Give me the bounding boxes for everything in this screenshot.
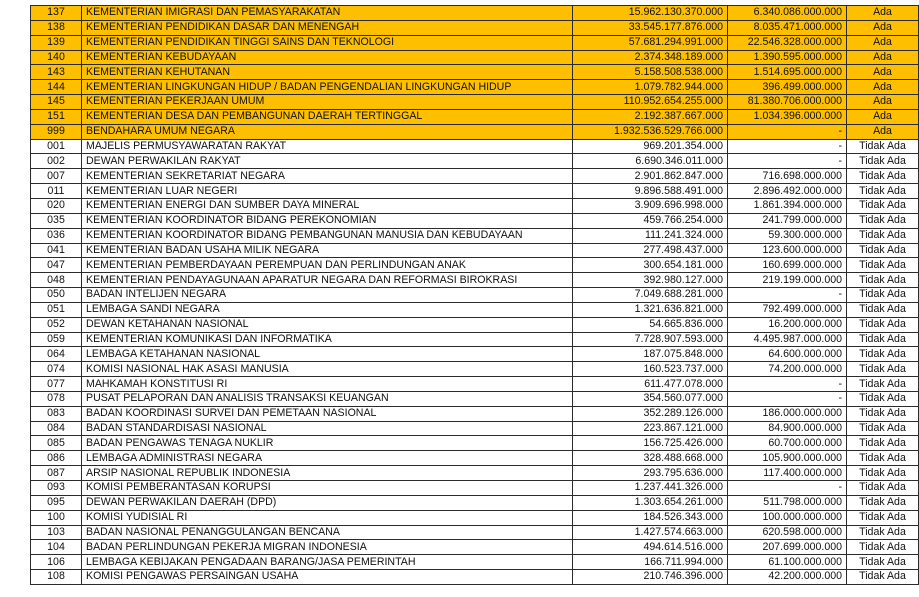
budget-value-cell: 1.321.636.821.000 — [573, 302, 728, 317]
status-cell: Tidak Ada — [847, 377, 919, 392]
unit-name-cell: KEMENTERIAN LUAR NEGERI — [82, 184, 573, 199]
allocation-value-cell: 22.546.328.000.000 — [728, 35, 847, 50]
status-cell: Tidak Ada — [847, 481, 919, 496]
allocation-value-cell: - — [728, 124, 847, 139]
unit-name-cell: KEMENTERIAN DESA DAN PEMBANGUNAN DAERAH TERTINGGAL — [82, 109, 573, 124]
status-cell: Tidak Ada — [847, 198, 919, 213]
table-row — [31, 362, 919, 377]
table-row — [31, 570, 919, 585]
status-cell: Tidak Ada — [847, 540, 919, 555]
unit-code-cell: 085 — [31, 436, 82, 451]
table-row — [31, 198, 919, 213]
unit-name-cell: KOMISI PENGAWAS PERSAINGAN USAHA — [82, 570, 573, 585]
unit-code-cell: 093 — [31, 481, 82, 496]
unit-code-cell: 139 — [31, 35, 82, 50]
unit-name-cell: KEMENTERIAN ENERGI DAN SUMBER DAYA MINERAL — [82, 198, 573, 213]
table-row — [31, 525, 919, 540]
unit-name-cell: ARSIP NASIONAL REPUBLIK INDONESIA — [82, 466, 573, 481]
budget-value-cell: 354.560.077.000 — [573, 391, 728, 406]
budget-value-cell: 392.980.127.000 — [573, 273, 728, 288]
budget-value-cell: 2.901.862.847.000 — [573, 169, 728, 184]
unit-name-cell: KEMENTERIAN KEBUDAYAAN — [82, 50, 573, 65]
budget-value-cell: 166.711.994.000 — [573, 555, 728, 570]
table-row — [31, 273, 919, 288]
unit-name-cell: KEMENTERIAN PEMBERDAYAAN PEREMPUAN DAN PERLINDUNGAN ANAK — [82, 258, 573, 273]
status-cell: Tidak Ada — [847, 317, 919, 332]
unit-code-cell: 078 — [31, 391, 82, 406]
unit-name-cell: PUSAT PELAPORAN DAN ANALISIS TRANSAKSI KEUANGAN — [82, 391, 573, 406]
status-cell: Tidak Ada — [847, 555, 919, 570]
unit-name-cell: KEMENTERIAN PENDIDIKAN DASAR DAN MENENGAH — [82, 20, 573, 35]
unit-name-cell: BADAN PENGAWAS TENAGA NUKLIR — [82, 436, 573, 451]
budget-value-cell: 111.241.324.000 — [573, 228, 728, 243]
allocation-value-cell: - — [728, 391, 847, 406]
unit-code-cell: 104 — [31, 540, 82, 555]
status-cell: Tidak Ada — [847, 421, 919, 436]
unit-code-cell: 083 — [31, 406, 82, 421]
unit-code-cell: 100 — [31, 510, 82, 525]
table-row — [31, 317, 919, 332]
unit-code-cell: 151 — [31, 109, 82, 124]
status-cell: Ada — [847, 6, 919, 21]
allocation-value-cell: 511.798.000.000 — [728, 495, 847, 510]
budget-value-cell: 6.690.346.011.000 — [573, 154, 728, 169]
unit-code-cell: 036 — [31, 228, 82, 243]
allocation-value-cell: 117.400.000.000 — [728, 466, 847, 481]
unit-code-cell: 059 — [31, 332, 82, 347]
table-row — [31, 6, 919, 21]
unit-code-cell: 106 — [31, 555, 82, 570]
unit-name-cell: BADAN INTELIJEN NEGARA — [82, 288, 573, 303]
unit-code-cell: 035 — [31, 213, 82, 228]
unit-name-cell: BADAN STANDARDISASI NASIONAL — [82, 421, 573, 436]
status-cell: Tidak Ada — [847, 525, 919, 540]
table-row — [31, 481, 919, 496]
table-row — [31, 169, 919, 184]
table-row — [31, 80, 919, 95]
budget-value-cell: 7.049.688.281.000 — [573, 288, 728, 303]
budget-value-cell: 7.728.907.593.000 — [573, 332, 728, 347]
unit-code-cell: 048 — [31, 273, 82, 288]
unit-code-cell: 087 — [31, 466, 82, 481]
budget-value-cell: 3.909.696.998.000 — [573, 198, 728, 213]
table-row — [31, 540, 919, 555]
unit-name-cell: BENDAHARA UMUM NEGARA — [82, 124, 573, 139]
allocation-value-cell: - — [728, 377, 847, 392]
allocation-value-cell: 1.514.695.000.000 — [728, 65, 847, 80]
allocation-value-cell: 61.100.000.000 — [728, 555, 847, 570]
allocation-value-cell: 1.390.595.000.000 — [728, 50, 847, 65]
budget-table — [30, 5, 919, 585]
unit-name-cell: KOMISI PEMBERANTASAN KORUPSI — [82, 481, 573, 496]
status-cell: Tidak Ada — [847, 139, 919, 154]
budget-value-cell: 1.079.782.944.000 — [573, 80, 728, 95]
status-cell: Ada — [847, 95, 919, 110]
table-row — [31, 421, 919, 436]
table-row — [31, 35, 919, 50]
unit-name-cell: KEMENTERIAN IMIGRASI DAN PEMASYARAKATAN — [82, 6, 573, 21]
budget-value-cell: 57.681.294.991.000 — [573, 35, 728, 50]
allocation-value-cell: 219.199.000.000 — [728, 273, 847, 288]
status-cell: Ada — [847, 50, 919, 65]
budget-value-cell: 277.498.437.000 — [573, 243, 728, 258]
unit-name-cell: LEMBAGA ADMINISTRASI NEGARA — [82, 451, 573, 466]
unit-name-cell: MAHKAMAH KONSTITUSI RI — [82, 377, 573, 392]
unit-name-cell: MAJELIS PERMUSYAWARATAN RAKYAT — [82, 139, 573, 154]
unit-code-cell: 084 — [31, 421, 82, 436]
budget-value-cell: 611.477.078.000 — [573, 377, 728, 392]
allocation-value-cell: 4.495.987.000.000 — [728, 332, 847, 347]
status-cell: Tidak Ada — [847, 258, 919, 273]
status-cell: Tidak Ada — [847, 184, 919, 199]
unit-code-cell: 020 — [31, 198, 82, 213]
unit-code-cell: 140 — [31, 50, 82, 65]
budget-value-cell: 1.932.536.529.766.000 — [573, 124, 728, 139]
allocation-value-cell: 8.035.471.000.000 — [728, 20, 847, 35]
table-row — [31, 20, 919, 35]
unit-name-cell: KOMISI YUDISIAL RI — [82, 510, 573, 525]
table-row — [31, 495, 919, 510]
status-cell: Ada — [847, 65, 919, 80]
unit-name-cell: LEMBAGA SANDI NEGARA — [82, 302, 573, 317]
budget-value-cell: 5.158.508.538.000 — [573, 65, 728, 80]
allocation-value-cell: 186.000.000.000 — [728, 406, 847, 421]
unit-name-cell: KEMENTERIAN KOORDINATOR BIDANG PEREKONOMIAN — [82, 213, 573, 228]
table-row — [31, 555, 919, 570]
unit-code-cell: 077 — [31, 377, 82, 392]
budget-value-cell: 110.952.654.255.000 — [573, 95, 728, 110]
allocation-value-cell: 60.700.000.000 — [728, 436, 847, 451]
table-row — [31, 95, 919, 110]
status-cell: Tidak Ada — [847, 391, 919, 406]
unit-name-cell: DEWAN PERWAKILAN DAERAH (DPD) — [82, 495, 573, 510]
allocation-value-cell: 620.598.000.000 — [728, 525, 847, 540]
table-row — [31, 347, 919, 362]
unit-name-cell: DEWAN PERWAKILAN RAKYAT — [82, 154, 573, 169]
table-row — [31, 258, 919, 273]
unit-name-cell: KEMENTERIAN PENDIDIKAN TINGGI SAINS DAN TEKNOLOGI — [82, 35, 573, 50]
status-cell: Ada — [847, 124, 919, 139]
table-row — [31, 377, 919, 392]
unit-name-cell: BADAN KOORDINASI SURVEI DAN PEMETAAN NASIONAL — [82, 406, 573, 421]
budget-value-cell: 1.237.441.326.000 — [573, 481, 728, 496]
unit-code-cell: 064 — [31, 347, 82, 362]
unit-name-cell: KEMENTERIAN KOMUNIKASI DAN INFORMATIKA — [82, 332, 573, 347]
status-cell: Tidak Ada — [847, 228, 919, 243]
status-cell: Tidak Ada — [847, 362, 919, 377]
budget-value-cell: 156.725.426.000 — [573, 436, 728, 451]
budget-value-cell: 187.075.848.000 — [573, 347, 728, 362]
budget-value-cell: 300.654.181.000 — [573, 258, 728, 273]
allocation-value-cell: 716.698.000.000 — [728, 169, 847, 184]
unit-name-cell: KEMENTERIAN PENDAYAGUNAAN APARATUR NEGARA DAN REFORMASI BIROKRASI — [82, 273, 573, 288]
allocation-value-cell: 64.600.000.000 — [728, 347, 847, 362]
allocation-value-cell: 16.200.000.000 — [728, 317, 847, 332]
status-cell: Tidak Ada — [847, 302, 919, 317]
table-row — [31, 332, 919, 347]
unit-code-cell: 052 — [31, 317, 82, 332]
status-cell: Tidak Ada — [847, 570, 919, 585]
table-row — [31, 184, 919, 199]
status-cell: Tidak Ada — [847, 243, 919, 258]
unit-code-cell: 145 — [31, 95, 82, 110]
budget-value-cell: 160.523.737.000 — [573, 362, 728, 377]
allocation-value-cell: 81.380.706.000.000 — [728, 95, 847, 110]
budget-value-cell: 184.526.343.000 — [573, 510, 728, 525]
table-row — [31, 510, 919, 525]
unit-name-cell: KEMENTERIAN LINGKUNGAN HIDUP / BADAN PENGENDALIAN LINGKUNGAN HIDUP — [82, 80, 573, 95]
unit-name-cell: KOMISI NASIONAL HAK ASASI MANUSIA — [82, 362, 573, 377]
unit-name-cell: KEMENTERIAN BADAN USAHA MILIK NEGARA — [82, 243, 573, 258]
unit-code-cell: 074 — [31, 362, 82, 377]
unit-name-cell: BADAN NASIONAL PENANGGULANGAN BENCANA — [82, 525, 573, 540]
unit-name-cell: DEWAN KETAHANAN NASIONAL — [82, 317, 573, 332]
allocation-value-cell: - — [728, 481, 847, 496]
table-row — [31, 109, 919, 124]
status-cell: Ada — [847, 35, 919, 50]
table-row — [31, 466, 919, 481]
budget-value-cell: 1.427.574.663.000 — [573, 525, 728, 540]
allocation-value-cell: 1.861.394.000.000 — [728, 198, 847, 213]
allocation-value-cell: 105.900.000.000 — [728, 451, 847, 466]
allocation-value-cell: 100.000.000.000 — [728, 510, 847, 525]
allocation-value-cell: 59.300.000.000 — [728, 228, 847, 243]
unit-code-cell: 001 — [31, 139, 82, 154]
unit-code-cell: 002 — [31, 154, 82, 169]
allocation-value-cell: 396.499.000.000 — [728, 80, 847, 95]
status-cell: Tidak Ada — [847, 406, 919, 421]
allocation-value-cell: 42.200.000.000 — [728, 570, 847, 585]
unit-code-cell: 143 — [31, 65, 82, 80]
unit-code-cell: 007 — [31, 169, 82, 184]
allocation-value-cell: 792.499.000.000 — [728, 302, 847, 317]
budget-value-cell: 54.665.836.000 — [573, 317, 728, 332]
table-row — [31, 436, 919, 451]
status-cell: Ada — [847, 20, 919, 35]
table-body — [31, 6, 919, 585]
table-row — [31, 243, 919, 258]
unit-code-cell: 051 — [31, 302, 82, 317]
allocation-value-cell: 241.799.000.000 — [728, 213, 847, 228]
budget-value-cell: 2.192.387.667.000 — [573, 109, 728, 124]
allocation-value-cell: 74.200.000.000 — [728, 362, 847, 377]
status-cell: Tidak Ada — [847, 347, 919, 362]
unit-code-cell: 086 — [31, 451, 82, 466]
unit-name-cell: LEMBAGA KETAHANAN NASIONAL — [82, 347, 573, 362]
unit-code-cell: 103 — [31, 525, 82, 540]
budget-value-cell: 352.289.126.000 — [573, 406, 728, 421]
status-cell: Tidak Ada — [847, 495, 919, 510]
status-cell: Tidak Ada — [847, 451, 919, 466]
budget-value-cell: 2.374.348.189.000 — [573, 50, 728, 65]
unit-name-cell: KEMENTERIAN PEKERJAAN UMUM — [82, 95, 573, 110]
unit-code-cell: 108 — [31, 570, 82, 585]
status-cell: Tidak Ada — [847, 213, 919, 228]
allocation-value-cell: 6.340.086.000.000 — [728, 6, 847, 21]
unit-code-cell: 144 — [31, 80, 82, 95]
table-row — [31, 139, 919, 154]
status-cell: Ada — [847, 109, 919, 124]
table-row — [31, 451, 919, 466]
budget-value-cell: 210.746.396.000 — [573, 570, 728, 585]
table-row — [31, 213, 919, 228]
unit-name-cell: LEMBAGA KEBIJAKAN PENGADAAN BARANG/JASA PEMERINTAH — [82, 555, 573, 570]
status-cell: Ada — [847, 80, 919, 95]
budget-value-cell: 494.614.516.000 — [573, 540, 728, 555]
table-row — [31, 288, 919, 303]
budget-value-cell: 33.545.177.876.000 — [573, 20, 728, 35]
unit-name-cell: BADAN PERLINDUNGAN PEKERJA MIGRAN INDONESIA — [82, 540, 573, 555]
table-row — [31, 302, 919, 317]
status-cell: Tidak Ada — [847, 169, 919, 184]
status-cell: Tidak Ada — [847, 332, 919, 347]
status-cell: Tidak Ada — [847, 466, 919, 481]
allocation-value-cell: 160.699.000.000 — [728, 258, 847, 273]
budget-value-cell: 293.795.636.000 — [573, 466, 728, 481]
unit-code-cell: 095 — [31, 495, 82, 510]
table-row — [31, 391, 919, 406]
budget-value-cell: 969.201.354.000 — [573, 139, 728, 154]
unit-name-cell: KEMENTERIAN SEKRETARIAT NEGARA — [82, 169, 573, 184]
allocation-value-cell: 2.896.492.000.000 — [728, 184, 847, 199]
table-row — [31, 124, 919, 139]
table-row — [31, 65, 919, 80]
budget-value-cell: 9.896.588.491.000 — [573, 184, 728, 199]
table-row — [31, 406, 919, 421]
status-cell: Tidak Ada — [847, 510, 919, 525]
status-cell: Tidak Ada — [847, 288, 919, 303]
allocation-value-cell: - — [728, 139, 847, 154]
allocation-value-cell: 1.034.396.000.000 — [728, 109, 847, 124]
unit-code-cell: 041 — [31, 243, 82, 258]
table-row — [31, 228, 919, 243]
budget-value-cell: 459.766.254.000 — [573, 213, 728, 228]
status-cell: Tidak Ada — [847, 154, 919, 169]
unit-code-cell: 137 — [31, 6, 82, 21]
unit-code-cell: 999 — [31, 124, 82, 139]
budget-value-cell: 328.488.668.000 — [573, 451, 728, 466]
allocation-value-cell: - — [728, 154, 847, 169]
allocation-value-cell: 207.699.000.000 — [728, 540, 847, 555]
unit-code-cell: 011 — [31, 184, 82, 199]
allocation-value-cell: 84.900.000.000 — [728, 421, 847, 436]
unit-code-cell: 047 — [31, 258, 82, 273]
budget-value-cell: 223.867.121.000 — [573, 421, 728, 436]
allocation-value-cell: - — [728, 288, 847, 303]
budget-value-cell: 1.303.654.261.000 — [573, 495, 728, 510]
table-row — [31, 50, 919, 65]
table-row — [31, 154, 919, 169]
status-cell: Tidak Ada — [847, 436, 919, 451]
budget-value-cell: 15.962.130.370.000 — [573, 6, 728, 21]
unit-name-cell: KEMENTERIAN KEHUTANAN — [82, 65, 573, 80]
unit-code-cell: 050 — [31, 288, 82, 303]
unit-name-cell: KEMENTERIAN KOORDINATOR BIDANG PEMBANGUNAN MANUSIA DAN KEBUDAYAAN — [82, 228, 573, 243]
status-cell: Tidak Ada — [847, 273, 919, 288]
unit-code-cell: 138 — [31, 20, 82, 35]
allocation-value-cell: 123.600.000.000 — [728, 243, 847, 258]
